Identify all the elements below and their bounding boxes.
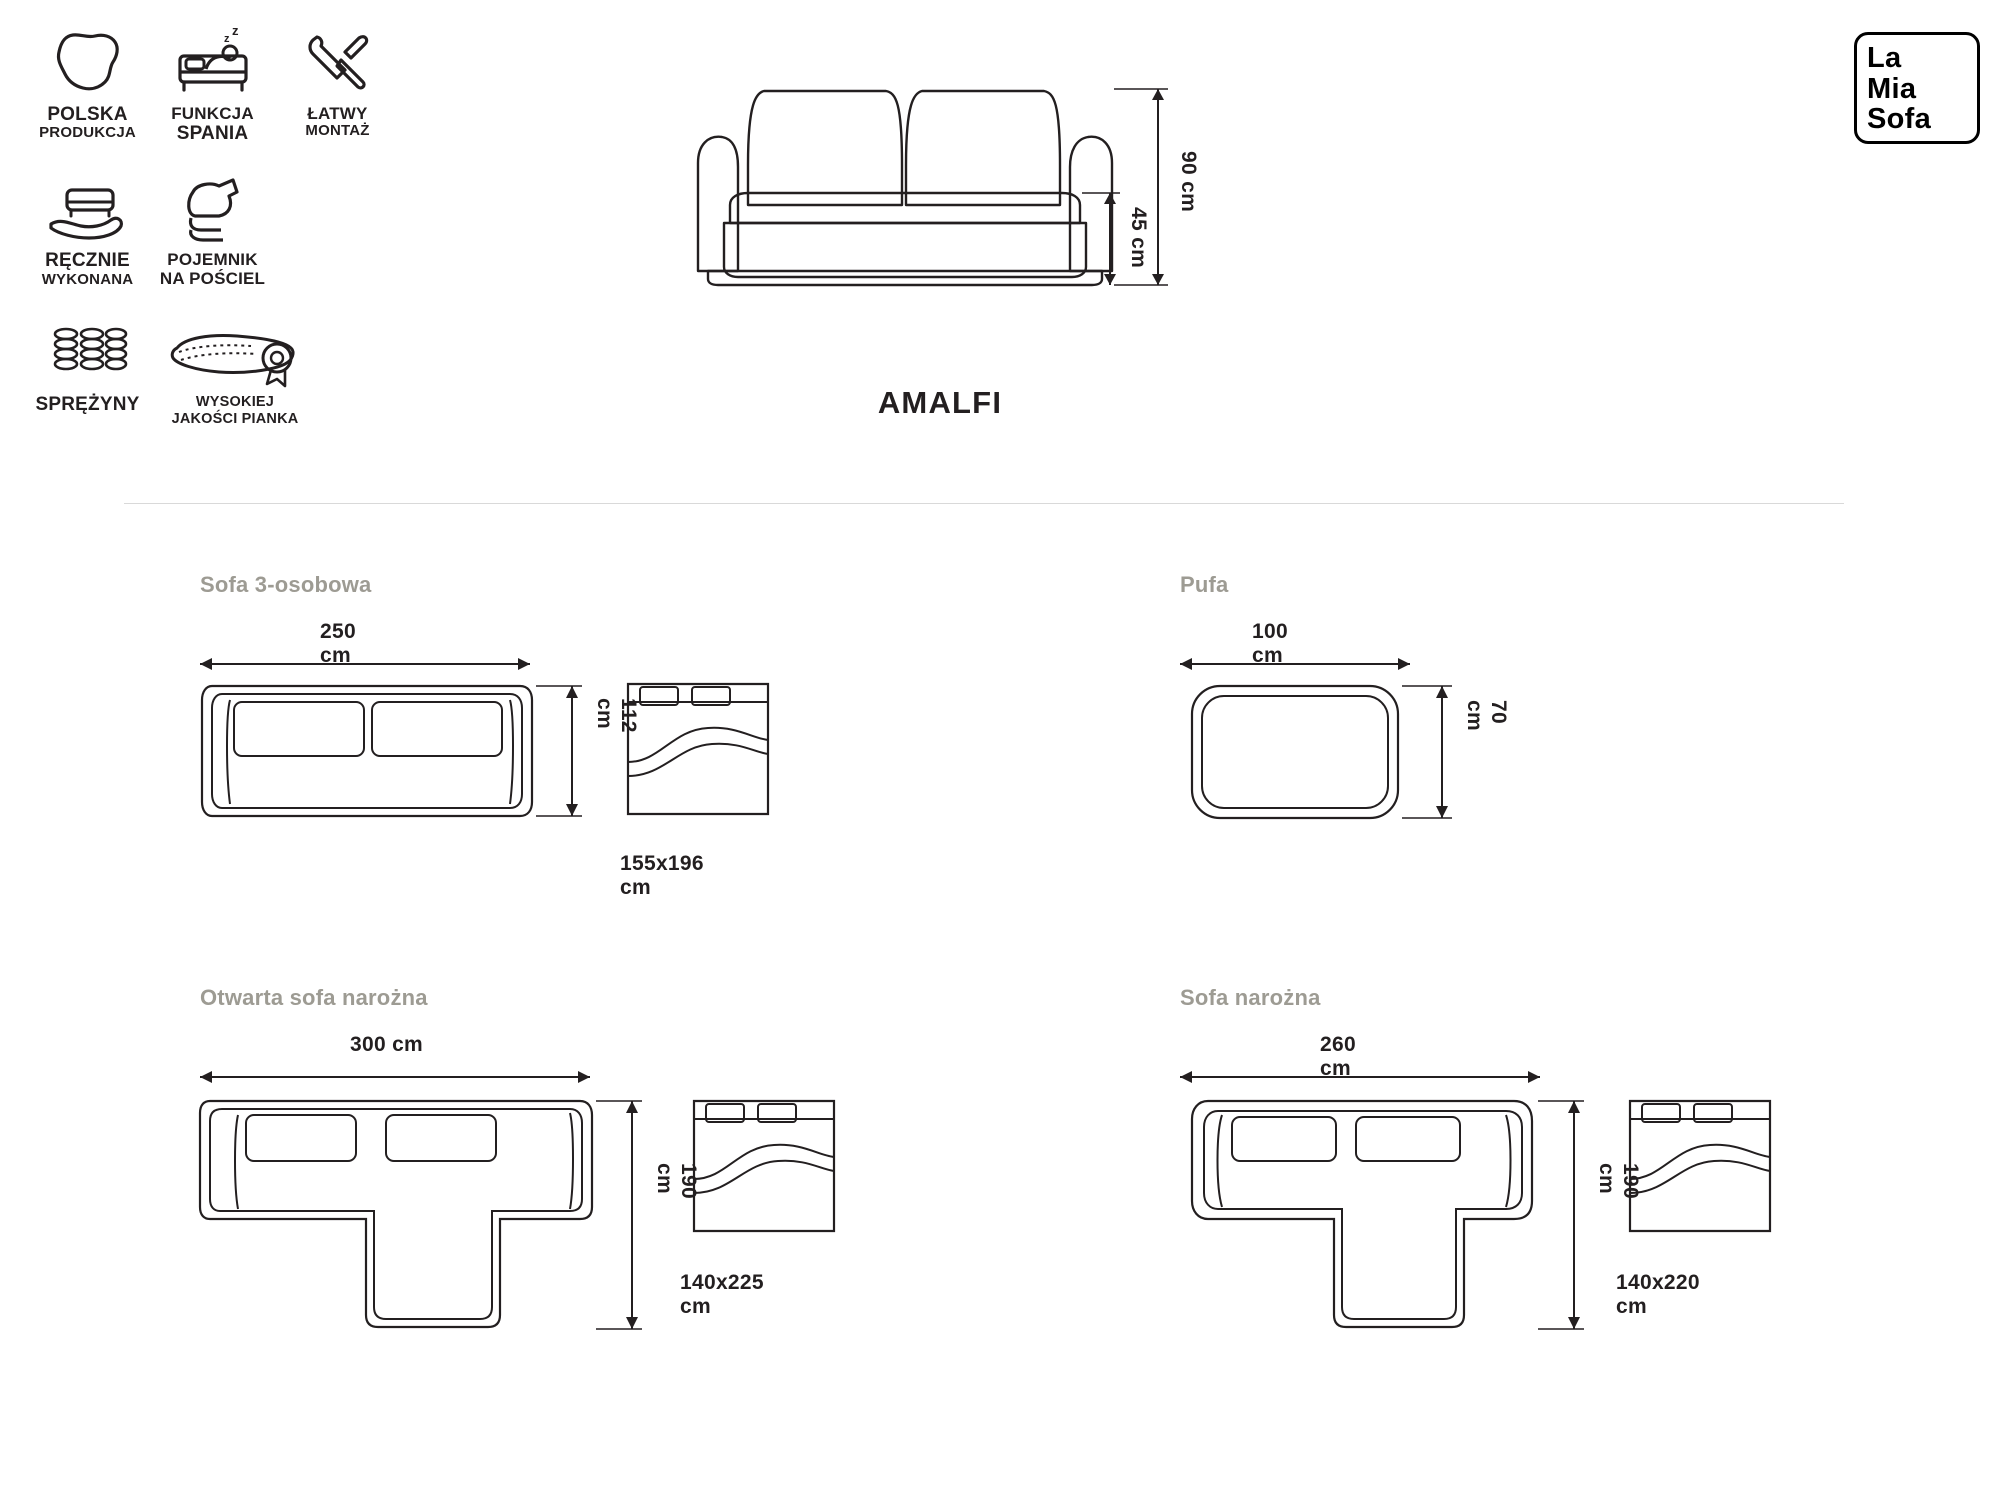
hero-sofa-illustration (690, 55, 1330, 355)
feature-badge-grid (30, 20, 450, 427)
feature-row-2 (30, 166, 450, 288)
handmade-icon (30, 166, 145, 244)
feature-wysokiej-jakosci-pianka (155, 310, 315, 426)
feature-polska-produkcja (30, 20, 145, 142)
width-label: 100 cm (1252, 620, 1288, 667)
brand-logo (1854, 32, 1980, 144)
section-title: Sofa narożna (1180, 985, 1321, 1010)
section-title: Otwarta sofa narożna (200, 985, 428, 1010)
feature-label: SPRĘŻYNY (35, 394, 140, 416)
feature-row-1 (30, 20, 450, 144)
bed-size-label: 140x225 cm (680, 1271, 764, 1318)
feature-label: WYSOKIEJ JAKOŚCI PIANKA (171, 394, 299, 427)
hero-height-total-label: 90 cm (1177, 151, 1200, 213)
width-label: 260 cm (1320, 1033, 1356, 1080)
logo-line-2: Mia (1867, 72, 1917, 105)
feature-label: POJEMNIK NA POŚCIEL (159, 250, 266, 289)
logo-line-3: Sofa (1867, 103, 1932, 136)
feature-funkcja-spania (155, 20, 270, 144)
feature-latwy-montaz (280, 20, 395, 140)
hero-height-seat-label: 45 cm (1127, 207, 1150, 269)
section-otwarta-sofa-narozna (200, 985, 764, 1318)
section-pufa (1180, 572, 1510, 731)
easy-assembly-icon (280, 20, 395, 98)
width-label: 300 cm (350, 1033, 424, 1056)
poland-map-icon (30, 20, 145, 98)
feature-pojemnik-na-posciel (155, 166, 270, 288)
depth-label: 112 cm (593, 698, 640, 733)
feature-label: ŁATWY MONTAŻ (305, 104, 370, 140)
depth-label: 190 cm (1595, 1163, 1642, 1199)
bed-size-label: 140x220 cm (1616, 1271, 1700, 1318)
bed-size-label: 155x196 cm (620, 852, 704, 899)
sleep-function-icon (155, 20, 270, 98)
section-divider (124, 503, 1844, 504)
springs-icon (30, 310, 145, 388)
depth-label: 190 cm (653, 1163, 700, 1199)
feature-sprezyny (30, 310, 145, 415)
bedding-box-icon (155, 166, 270, 244)
width-label: 250 cm (320, 620, 356, 667)
depth-label: 70 cm (1463, 700, 1510, 731)
svg-text:z: z (223, 33, 229, 45)
section-title: Sofa 3-osobowa (200, 572, 372, 597)
section-sofa-3-osobowa (200, 572, 704, 899)
feature-label: RĘCZNIE WYKONANA (41, 250, 134, 288)
section-sofa-narozna (1180, 985, 1700, 1318)
feature-row-3 (30, 310, 450, 426)
logo-line-1: La (1867, 42, 1902, 74)
feature-label: POLSKA PRODUKCJA (39, 104, 136, 142)
product-name-title: AMALFI (877, 385, 1003, 420)
section-title: Pufa (1180, 572, 1229, 597)
feature-recznie-wykonana (30, 166, 145, 288)
feature-label: FUNKCJA SPANIA (171, 104, 254, 145)
svg-text:z: z (231, 23, 238, 38)
high-quality-foam-icon (155, 310, 315, 388)
